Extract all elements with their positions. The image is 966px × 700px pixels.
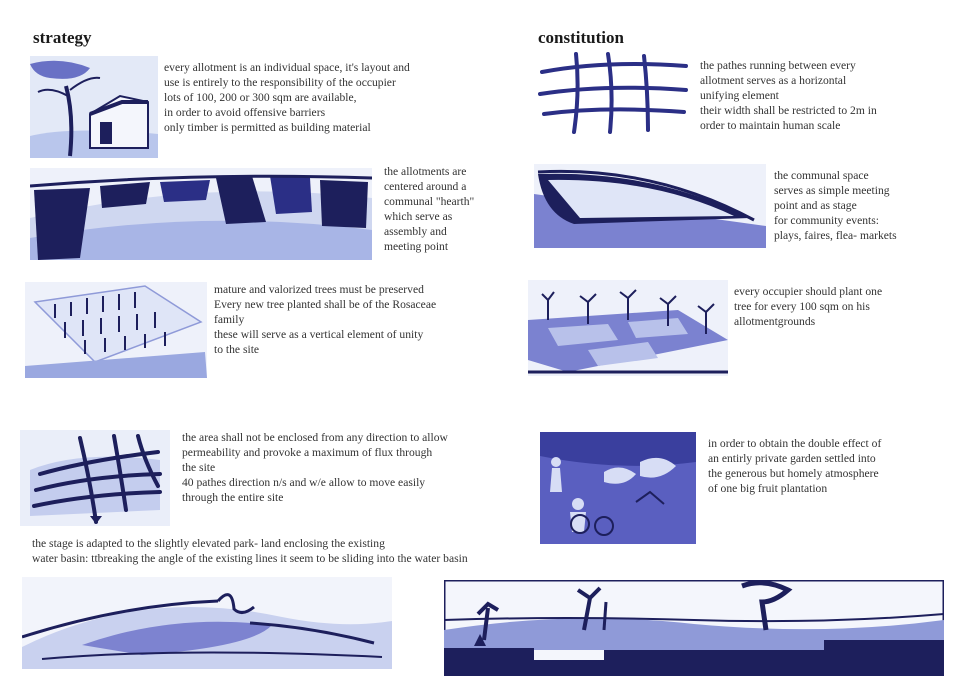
- communal-space-sketch: [534, 164, 766, 248]
- hearth-panorama-sketch: [30, 168, 372, 260]
- crossing-paths-sketch: [20, 430, 170, 526]
- strategy-paths-text: the area shall not be enclosed from any direction to allow permeability and provoke a maximum of flux through the site 40 pathes direction n/s and w/e allow to move easily through the entire site: [182, 431, 448, 504]
- allotment-trees-sketch: [528, 280, 728, 376]
- strategy-heading: strategy: [33, 28, 92, 47]
- strategy-trees-text: mature and valorized trees must be preserved Every new tree planted shall be of the Rosaceae family these will serve as a vertical element of unity to the site: [214, 283, 437, 356]
- constitution-garden-text: in order to obtain the double effect of an entirly private garden settled into the generous but homely atmosphere of one big fruit plantation: [708, 437, 882, 495]
- constitution-paths-text: the pathes running between every allotment serves as a horizontal unifying element their width shall be restricted to 2m in order to maintain human scale: [700, 59, 877, 132]
- strategy-hearth-text: the allotments are centered around a communal "hearth" which serve as assembly and meeting point: [384, 165, 475, 253]
- constitution-heading: constitution: [538, 28, 624, 47]
- tree-grid-sketch: [25, 282, 207, 378]
- water-basin-sketch: [444, 580, 944, 676]
- tree-shed-sketch: [30, 56, 158, 158]
- garden-figures-sketch: [540, 432, 696, 544]
- stage-landscape-sketch: [22, 577, 392, 669]
- constitution-trees-text: every occupier should plant one tree for every 100 sqm on his allotmentgrounds: [734, 285, 883, 328]
- strategy-allotment-text: every allotment is an individual space, it's layout and use is entirely to the responsibility of the occupier lots of 100, 200 or 300 sqm are available, in order to avoid offensive barriers only timber is permitted as building material: [164, 61, 410, 134]
- strategy-stage-text: the stage is adapted to the slightly elevated park- land enclosing the existing water basin: ttbreaking the angle of the existing lines it seem to be sliding into the water basin: [32, 537, 468, 565]
- constitution-communal-text: the communal space serves as simple meeting point and as stage for community events: plays, faires, flea- markets: [774, 169, 897, 242]
- path-grid-sketch: [536, 52, 692, 134]
